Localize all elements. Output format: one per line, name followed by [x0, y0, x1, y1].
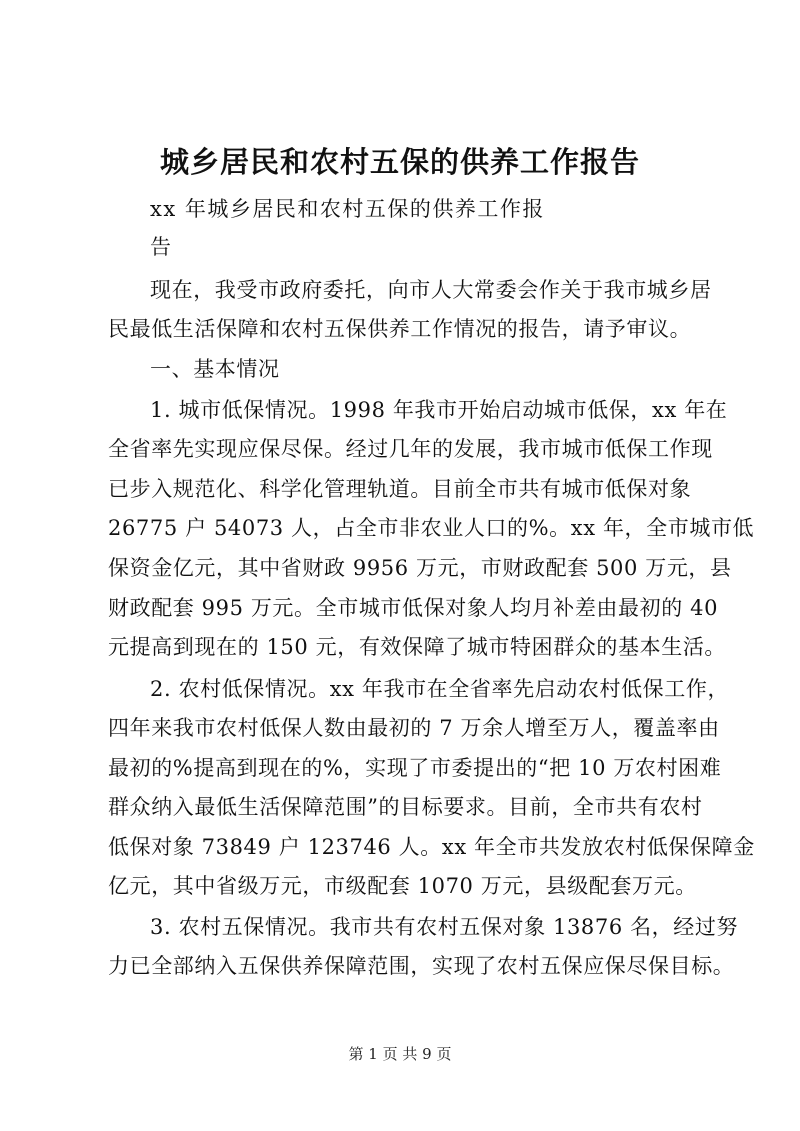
paragraph-line: 群众纳入最低生活保障范围”的目标要求。目前，全市共有农村 [108, 795, 703, 819]
paragraph-line: 保资金亿元，其中省财政 9956 万元，市财政配套 500 万元，县 [108, 556, 732, 580]
paragraph-line: 力已全部纳入五保供养保障范围，实现了农村五保应保尽保目标。 [108, 954, 735, 978]
paragraph-line: 最初的%提高到现在的%，实现了市委提出的“把 10 万农村困难 [108, 756, 722, 780]
subtitle-line-1: xx 年城乡居民和农村五保的供养工作报 [150, 197, 545, 221]
paragraph-line: 亿元，其中省级万元，市级配套 1070 万元，县级配套万元。 [108, 874, 697, 898]
page-number-footer: 第 1 页 共 9 页 [348, 1045, 452, 1063]
paragraph-line: 四年来我市农村低保人数由最初的 7 万余人增至万人，覆盖率由 [108, 716, 720, 740]
paragraph-line: 元提高到现在的 150 元，有效保障了城市特困群众的基本生活。 [108, 635, 727, 659]
paragraph-line: 2. 农村低保情况。xx 年我市在全省率先启动农村低保工作， [150, 677, 730, 701]
paragraph-line: 1. 城市低保情况。1998 年我市开始启动城市低保，xx 年在 [150, 398, 728, 422]
paragraph-line: 26775 户 54073 人，占全市非农业人口的%。xx 年，全市城市低 [108, 516, 755, 540]
document-title: 城乡居民和农村五保的供养工作报告 [159, 145, 640, 179]
paragraph-line: 现在，我受市政府委托，向市人大常委会作关于我市城乡居 [150, 278, 712, 302]
paragraph-line: 财政配套 995 万元。全市城市低保对象人均月补差由最初的 40 [108, 596, 719, 620]
paragraph-line: 全省率先实现应保尽保。经过几年的发展，我市城市低保工作现 [108, 437, 713, 461]
paragraph-line: 民最低生活保障和农村五保供养工作情况的报告，请予审议。 [108, 317, 692, 341]
paragraph-line: 3. 农村五保情况。我市共有农村五保对象 13876 名，经过努 [150, 915, 739, 939]
section-heading: 一、基本情况 [150, 357, 280, 381]
subtitle-line-2: 告 [150, 235, 172, 259]
paragraph-line: 低保对象 73849 户 123746 人。xx 年全市共发放农村低保保障金 [108, 835, 755, 859]
paragraph-line: 已步入规范化、科学化管理轨道。目前全市共有城市低保对象 [108, 477, 692, 501]
